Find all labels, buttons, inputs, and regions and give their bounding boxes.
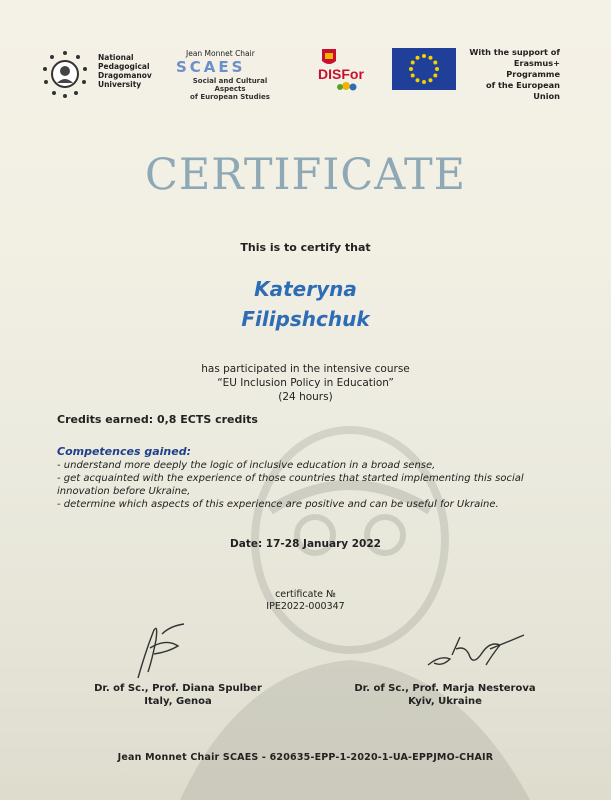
credits-earned: Credits earned: 0,8 ECTS credits [57,413,258,426]
university-logo-icon [38,47,92,101]
university-name: National Pedagogical Dragomanov University [98,53,152,89]
competences-list [57,459,567,511]
recipient-first-name: Kateryna [254,277,357,301]
recipient-last-name: Filipshchuk [241,307,370,331]
certificate-number: certificate № IPE2022-000347 [266,589,345,612]
signature-right [420,625,530,675]
jean-monnet-chair-label: Jean Monnet Chair [186,49,255,58]
competence-item: - get acquainted with the experience of those countries that started implementing this social innovation before Ukraine, [57,473,524,497]
signatory-left: Dr. of Sc., Prof. Diana Spulber Italy, Genoa [94,683,262,707]
competences-heading: Competences gained: [57,445,191,458]
competence-item: - understand more deeply the logic of inclusive education in a broad sense, [57,460,436,471]
scaes-logo: SCAES [176,58,246,76]
eu-support-text: With the support of Erasmus+ Programme of the European Union [469,47,560,101]
disfor-logo-icon [316,45,372,93]
footer-project-id: Jean Monnet Chair SCAES - 620635-EPP-1-2020-1-UA-EPPJMO-CHAIR [117,752,494,763]
certificate-title: CERTIFICATE [144,150,467,200]
course-date: Date: 17-28 January 2022 [230,538,381,550]
scaes-subtitle: Social and Cultural Aspects of European Studies [190,77,270,101]
course-description: has participated in the intensive course “EU Inclusion Policy in Education” (24 hours) [201,363,410,403]
svg-text:DISFor: DISFor [318,66,364,82]
certify-text: This is to certify that [240,241,371,254]
signature-left [118,620,198,682]
eu-flag-icon [392,48,456,90]
competence-item: - determine which aspects of this experience are positive and can be useful for Ukraine. [57,499,499,510]
signatory-right: Dr. of Sc., Prof. Marja Nesterova Kyiv, Ukraine [354,683,536,707]
